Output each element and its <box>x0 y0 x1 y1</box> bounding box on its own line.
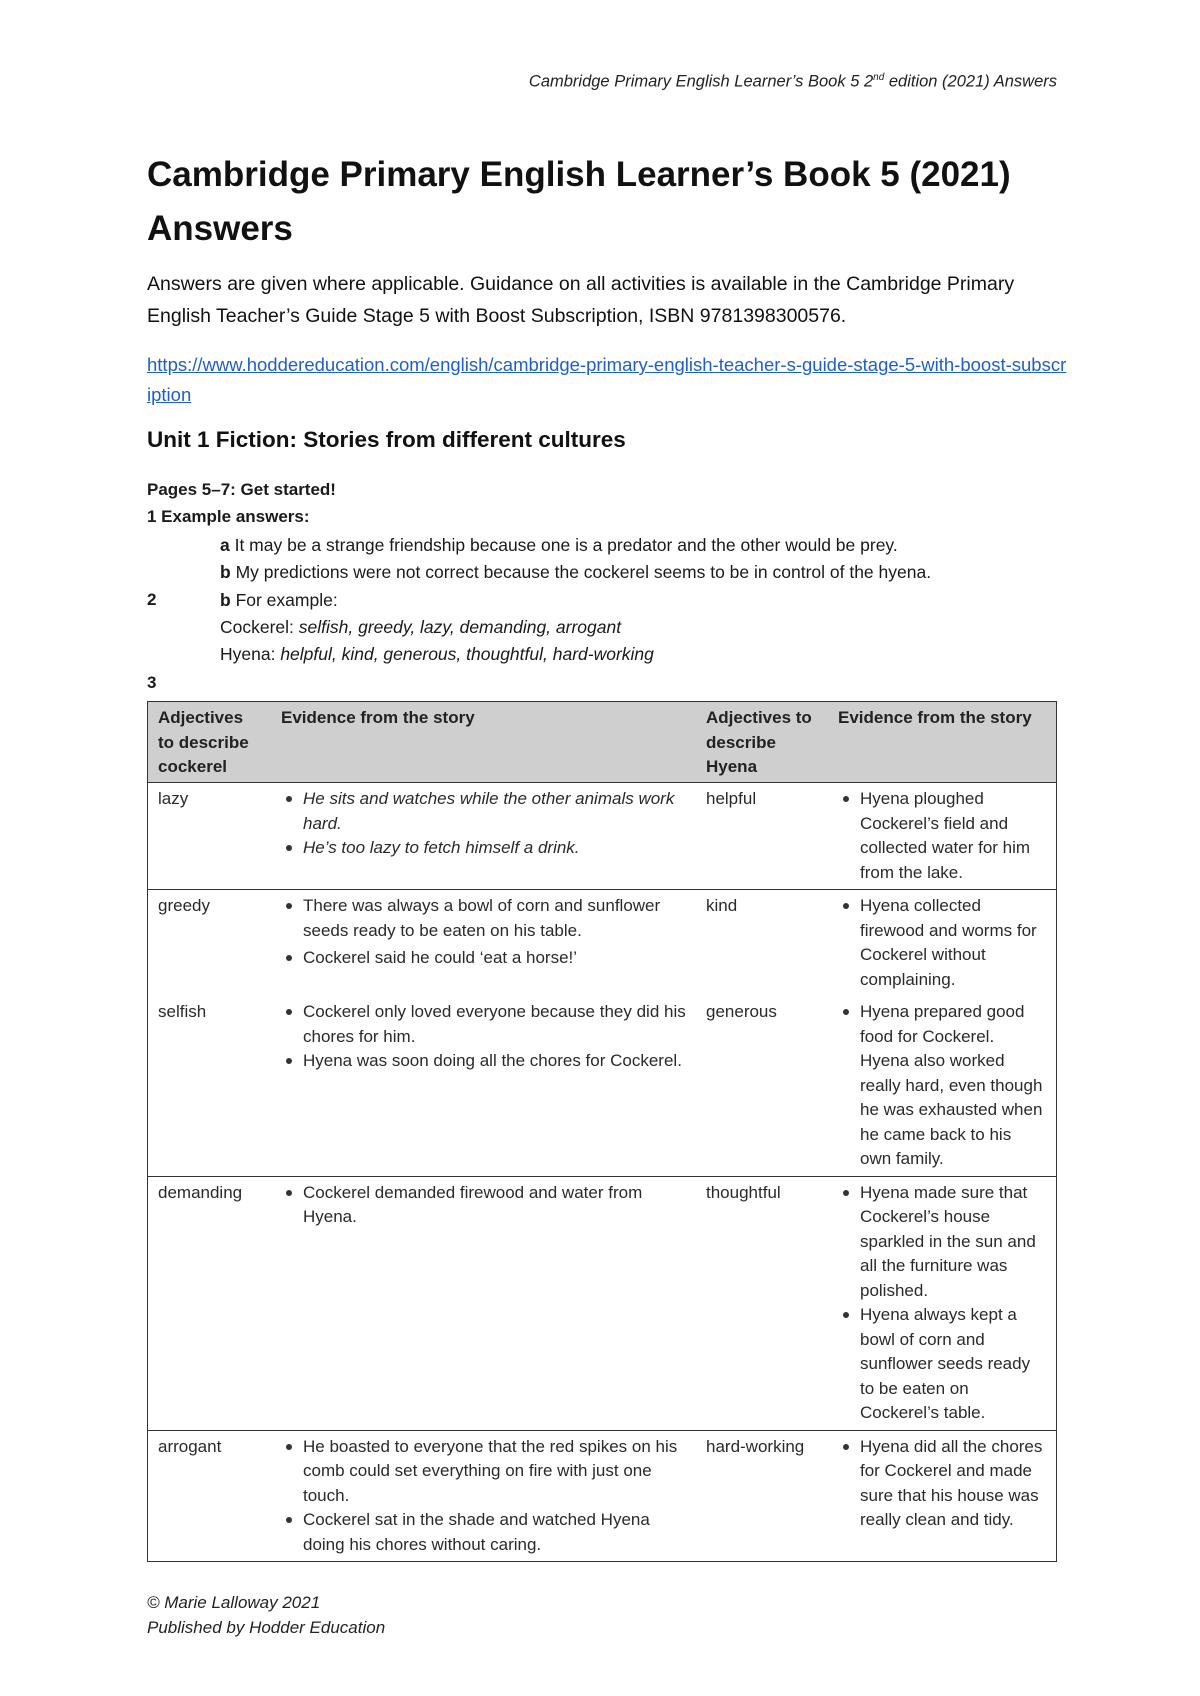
unit-heading: Unit 1 Fiction: Stories from different cultures <box>147 427 626 452</box>
hyena-adjective-cell: helpful <box>696 783 828 890</box>
answer-2b <box>220 590 338 611</box>
page-title: Cambridge Primary English Learner’s Book 5 (2021) Answers <box>147 155 1011 248</box>
cockerel-adjective-cell: selfish <box>158 1002 207 1021</box>
running-header-superscript: nd <box>873 72 885 83</box>
cockerel-adjective-cell: demanding <box>148 1176 272 1430</box>
column-header: Evidence from the story <box>828 702 1057 783</box>
hyena-label: Hyena: <box>220 644 281 664</box>
table-row <box>148 890 1057 997</box>
cockerel-evidence-cell <box>271 1176 696 1430</box>
answer-1a <box>220 535 898 556</box>
hyena-adjective-cell: generous <box>706 1002 777 1021</box>
hyena-evidence-cell <box>828 890 1057 997</box>
footer-copyright: © Marie Lalloway 2021 <box>147 1593 321 1612</box>
evidence-item: Cockerel demanded firewood and water from Hyena. <box>303 1181 686 1230</box>
answer-letter: b <box>220 590 231 610</box>
intro-paragraph: Answers are given where applicable. Guidance on all activities is available in the Cambridge Primary English Teacher’s Guide Stage 5 with Boost Subscription, ISBN 9781398300576. <box>147 273 1015 327</box>
evidence-item: Cockerel only loved everyone because they did his chores for him. <box>303 1000 686 1049</box>
cockerel-adjectives <box>220 617 621 638</box>
cockerel-adjective-cell: arrogant <box>148 1430 272 1562</box>
table-row <box>148 1430 1057 1562</box>
question-1-label: 1 Example answers: <box>147 507 310 526</box>
cockerel-label: Cockerel: <box>220 617 299 637</box>
table-row <box>148 996 1057 1176</box>
evidence-item: Hyena always kept a bowl of corn and sunflower seeds ready to be eaten on Cockerel’s table. <box>860 1303 1046 1426</box>
hyena-evidence-cell <box>828 1176 1057 1430</box>
evidence-item: Hyena prepared good food for Cockerel. Hyena also worked really hard, even though he was exhausted when he came back to his own family. <box>860 1000 1046 1172</box>
evidence-item: Cockerel sat in the shade and watched Hyena doing his chores without caring. <box>303 1508 686 1557</box>
teacher-guide-link[interactable]: https://www.hoddereducation.com/english/cambridge-primary-english-teacher-s-guide-stage-5-with-boost-subscription <box>147 354 1067 405</box>
answer-letter: a <box>220 535 230 555</box>
evidence-item: Hyena did all the chores for Cockerel and made sure that his house was really clean and tidy. <box>860 1435 1046 1533</box>
cockerel-adjective-list: selfish, greedy, lazy, demanding, arrogant <box>298 617 622 637</box>
hyena-adjective-cell: thoughtful <box>696 1176 828 1430</box>
cockerel-evidence-cell <box>271 996 696 1176</box>
evidence-item: Hyena made sure that Cockerel’s house sparkled in the sun and all the furniture was polished. <box>860 1181 1046 1304</box>
evidence-table <box>147 701 1057 1562</box>
answer-text: It may be a strange friendship because one is a predator and the other would be prey. <box>229 535 898 555</box>
evidence-item: Cockerel said he could ‘eat a horse!’ <box>303 946 686 971</box>
evidence-item: There was always a bowl of corn and sunflower seeds ready to be eaten on his table. <box>303 894 686 943</box>
hyena-adjective-cell: kind <box>696 890 828 997</box>
answer-text: My predictions were not correct because the cockerel seems to be in control of the hyena. <box>230 562 932 582</box>
cockerel-adjective-cell: greedy <box>148 890 272 997</box>
footer-publisher: Published by Hodder Education <box>147 1618 386 1637</box>
column-header: Evidence from the story <box>271 702 696 783</box>
evidence-item: He boasted to everyone that the red spikes on his comb could set everything on fire with just one touch. <box>303 1435 686 1509</box>
answer-1b <box>220 562 931 583</box>
running-header-text: Cambridge Primary English Learner’s Book 5 2 <box>528 72 874 91</box>
hyena-evidence-cell <box>828 783 1057 890</box>
cockerel-adjective-cell: lazy <box>148 783 272 890</box>
section-heading: Pages 5–7: Get started! <box>147 480 336 499</box>
column-header: Adjectives to describe Hyena <box>696 702 828 783</box>
hyena-adjective-list: helpful, kind, generous, thoughtful, hard-working <box>280 644 654 664</box>
running-header-text-end: edition (2021) Answers <box>884 72 1057 91</box>
evidence-item: Hyena was soon doing all the chores for Cockerel. <box>303 1049 686 1074</box>
cockerel-evidence-cell <box>271 783 696 890</box>
evidence-item: He sits and watches while the other animals work hard. <box>303 787 686 836</box>
cockerel-evidence-cell <box>271 890 696 997</box>
hyena-adjective-cell: hard-working <box>696 1430 828 1562</box>
table-row <box>148 783 1057 890</box>
column-header: Adjectives to describe cockerel <box>148 702 272 783</box>
answer-text: For example: <box>230 590 338 610</box>
hyena-evidence-cell <box>828 996 1057 1176</box>
table-row <box>148 1176 1057 1430</box>
evidence-item: Hyena collected firewood and worms for Cockerel without complaining. <box>860 894 1046 992</box>
cockerel-evidence-cell <box>271 1430 696 1562</box>
running-header <box>529 72 1057 92</box>
answer-letter: b <box>220 562 231 582</box>
table-header-row <box>148 702 1057 783</box>
hyena-evidence-cell <box>828 1430 1057 1562</box>
evidence-item: Hyena ploughed Cockerel’s field and collected water for him from the lake. <box>860 787 1046 885</box>
question-3-number: 3 <box>147 673 157 692</box>
question-2-number: 2 <box>147 590 157 609</box>
evidence-item: He’s too lazy to fetch himself a drink. <box>303 836 686 861</box>
hyena-adjectives <box>220 644 654 665</box>
